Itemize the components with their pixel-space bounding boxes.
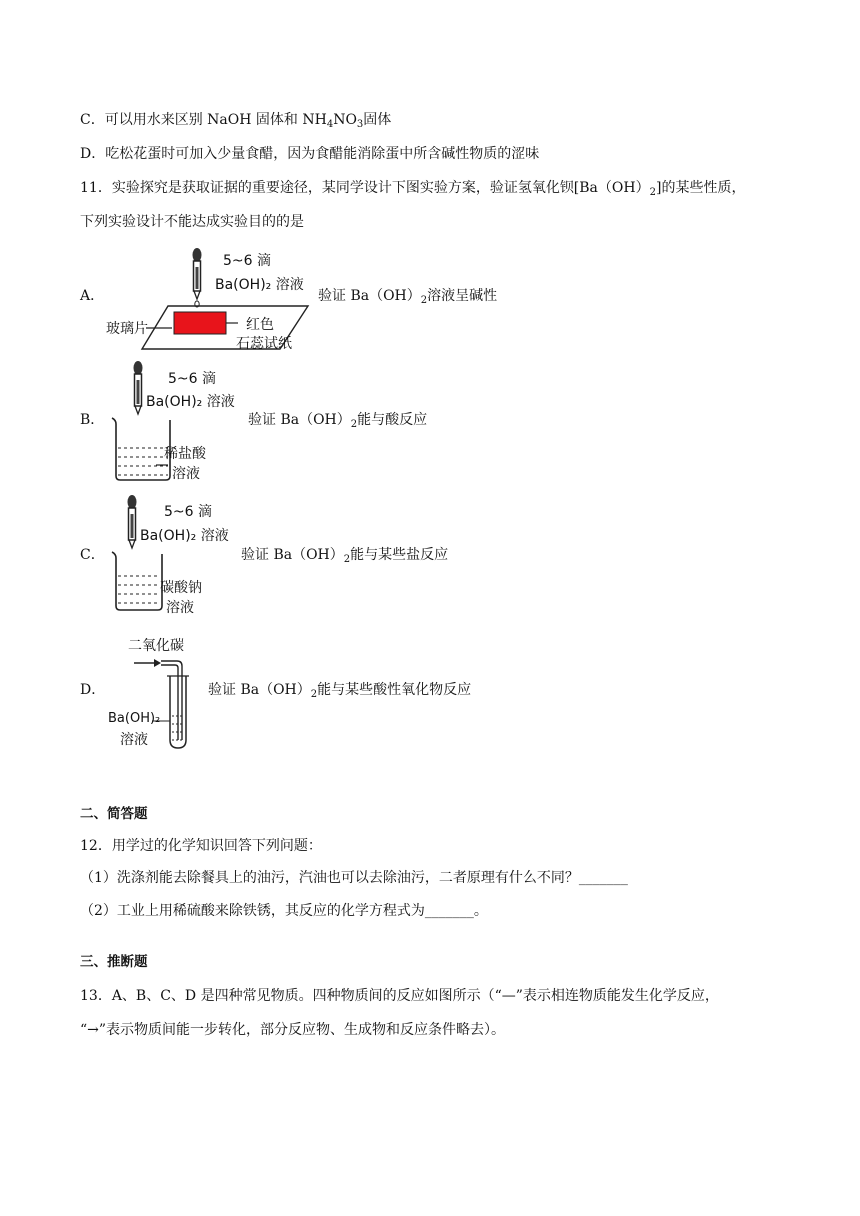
red-litmus-paper [174, 312, 226, 334]
dropper-liquid [196, 267, 199, 289]
option-d-label: D． [80, 682, 106, 698]
dropper-tip [129, 540, 135, 548]
prev-option-d: D．吃松花蛋时可加入少量食醋，因为食醋能消除蛋中所含碱性物质的涩味 [80, 146, 540, 162]
gas-label: 二氧化碳 [128, 638, 184, 654]
desc-tail: 溶液呈碱性 [427, 288, 498, 304]
subscript: 2 [350, 419, 358, 430]
desc-text: 验证 Ba（OH） [248, 412, 351, 428]
subscript: 2 [420, 295, 428, 306]
drops-label: 5~6 滴 [164, 504, 212, 520]
prev-option-c-formula: NO [333, 112, 357, 128]
q11-stem-line2: 下列实验设计不能达成实验目的的是 [80, 214, 304, 230]
subscript: 2 [649, 187, 656, 198]
desc-tail: 能与某些盐反应 [350, 547, 449, 563]
dropper-liquid [131, 514, 134, 538]
solution-label-line2: 溶液 [172, 466, 200, 482]
reagent-label: Ba(OH)₂ 溶液 [140, 528, 229, 544]
solution-label-line2: 溶液 [120, 732, 148, 748]
option-c-label: C． [80, 547, 105, 563]
section-heading-short-answer: 二、简答题 [80, 806, 148, 822]
solution-label-line1: Ba(OH)₂ [108, 711, 161, 726]
drops-label: 5~6 滴 [223, 253, 271, 269]
prev-option-c [80, 110, 391, 130]
dropper-bulb [134, 361, 143, 375]
subscript: 4 [326, 119, 334, 130]
q13-stem-line2: “→”表示物质间能一步转化，部分反应物、生成物和反应条件略去）。 [80, 1022, 506, 1038]
dropper-bulb [193, 248, 202, 262]
desc-text: 验证 Ba（OH） [241, 547, 344, 563]
desc-text: 验证 Ba（OH） [208, 682, 311, 698]
subscript: 3 [356, 119, 364, 130]
solution-label-line1: 稀盐酸 [164, 446, 206, 462]
subscript: 2 [343, 554, 351, 565]
dropper-bulb [128, 495, 137, 509]
solution-label-line2: 溶液 [166, 600, 194, 616]
q11-stem-line1 [80, 178, 745, 198]
figure-d-co2-reaction [104, 628, 214, 752]
beaker [112, 418, 170, 480]
prev-option-c-tail: 固体 [363, 112, 392, 128]
desc-text: 验证 Ba（OH） [318, 288, 421, 304]
figure-c-salt-reaction [108, 492, 248, 622]
litmus-label-line1: 红色 [246, 317, 274, 333]
option-b-description [248, 410, 427, 430]
desc-tail: 能与某些酸性氧化物反应 [317, 682, 472, 698]
litmus-label-line2: 石蕊试纸 [236, 336, 292, 352]
option-d-description [208, 680, 471, 700]
q11-stem-text: 11．实验探究是获取证据的重要途径，某同学设计下图实验方案，验证氢氧化钡[Ba（OH） [80, 180, 650, 196]
figure-a-litmus-test [100, 245, 310, 355]
option-c-description [241, 545, 448, 565]
option-a-description [318, 286, 497, 306]
figure-b-acid-reaction [108, 358, 248, 488]
reagent-label: Ba(OH)₂ 溶液 [215, 277, 304, 293]
dropper-liquid [137, 380, 140, 404]
dropper-tip [135, 406, 141, 414]
arrow-head-icon [154, 659, 161, 667]
q13-stem-line1: 13．A、B、C、D 是四种常见物质。四种物质间的反应如图所示（“—”表示相连物质能发生化学反应， [80, 988, 719, 1004]
drops-label: 5~6 滴 [168, 371, 216, 387]
dropper-tip [194, 291, 200, 299]
option-a-label: A． [80, 288, 105, 304]
q12-part2: （2）工业上用稀硫酸来除铁锈，其反应的化学方程式为_______。 [80, 903, 488, 919]
q11-stem-tail: ]的某些性质， [655, 180, 746, 196]
desc-tail: 能与酸反应 [357, 412, 428, 428]
beaker [112, 552, 162, 610]
solution-label-line1: 碳酸钠 [160, 580, 202, 596]
glass-slide-label: 玻璃片 [106, 321, 148, 337]
prev-option-c-text: C．可以用水来区别 NaOH 固体和 NH [80, 112, 327, 128]
subscript: 2 [310, 689, 318, 700]
option-b-label: B． [80, 412, 105, 428]
reagent-label: Ba(OH)₂ 溶液 [146, 394, 235, 410]
q12-stem: 12．用学过的化学知识回答下列问题： [80, 838, 322, 854]
delivery-tube-outer [161, 661, 182, 740]
section-heading-inference: 三、推断题 [80, 954, 148, 970]
q12-part1: （1）洗涤剂能去除餐具上的油污，汽油也可以去除油污，二者原理有什么不同？_______ [80, 870, 628, 886]
